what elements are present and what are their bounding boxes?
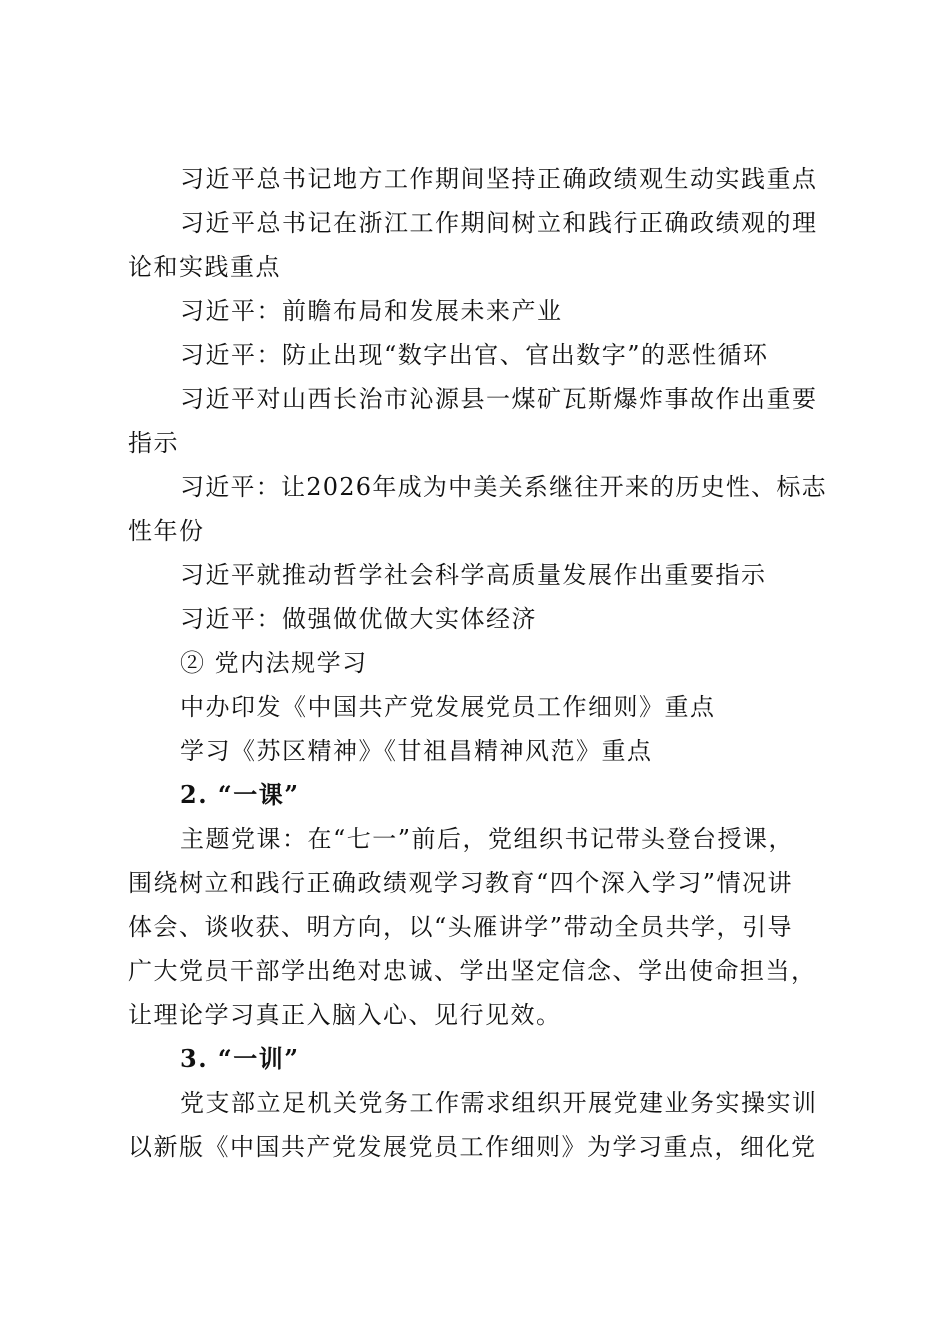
paragraph-line: 党支部立足机关党务工作需求组织开展党建业务实操实训 [180,1089,818,1117]
paragraph-line: 习近平：防止出现“数字出官、官出数字”的恶性循环 [180,341,769,369]
paragraph-line: 广大党员干部学出绝对忠诚、学出坚定信念、学出使命担当， [128,957,817,985]
paragraph-line: 中办印发《中国共产党发展党员工作细则》重点 [180,693,716,721]
paragraph-line: 主题党课：在“七一”前后，党组织书记带头登台授课， [180,825,795,853]
paragraph-line: 性年份 [128,517,205,545]
section-heading: 3. “一训” [180,1044,300,1073]
paragraph-line: 习近平总书记在浙江工作期间树立和践行正确政绩观的理 [180,209,818,237]
paragraph-line: 习近平：前瞻布局和发展未来产业 [180,297,563,325]
section-heading: 2. “一课” [180,780,300,809]
paragraph-line: 习近平总书记地方工作期间坚持正确政绩观生动实践重点 [180,165,818,193]
paragraph-line: 学习《苏区精神》《甘祖昌精神风范》重点 [180,737,653,765]
paragraph-line: 让理论学习真正入脑入心、见行见效。 [128,1001,562,1029]
paragraph-line: 体会、谈收获、明方向，以“头雁讲学”带动全员共学，引导 [128,913,794,941]
paragraph-line: 习近平：让2026年成为中美关系继往开来的历史性、标志 [180,473,827,501]
paragraph-line: 以新版《中国共产党发展党员工作细则》为学习重点，细化党 [128,1133,817,1161]
paragraph-line: 围绕树立和践行正确政绩观学习教育“四个深入学习”情况讲 [128,869,794,897]
section-subheading: ② 党内法规学习 [180,649,368,677]
paragraph-line: 习近平对山西长治市沁源县一煤矿瓦斯爆炸事故作出重要 [180,385,818,413]
paragraph-line: 习近平就推动哲学社会科学高质量发展作出重要指示 [180,561,767,589]
paragraph-line: 论和实践重点 [128,253,281,281]
paragraph-line: 习近平：做强做优做大实体经济 [180,605,537,633]
paragraph-line: 指示 [128,429,179,457]
